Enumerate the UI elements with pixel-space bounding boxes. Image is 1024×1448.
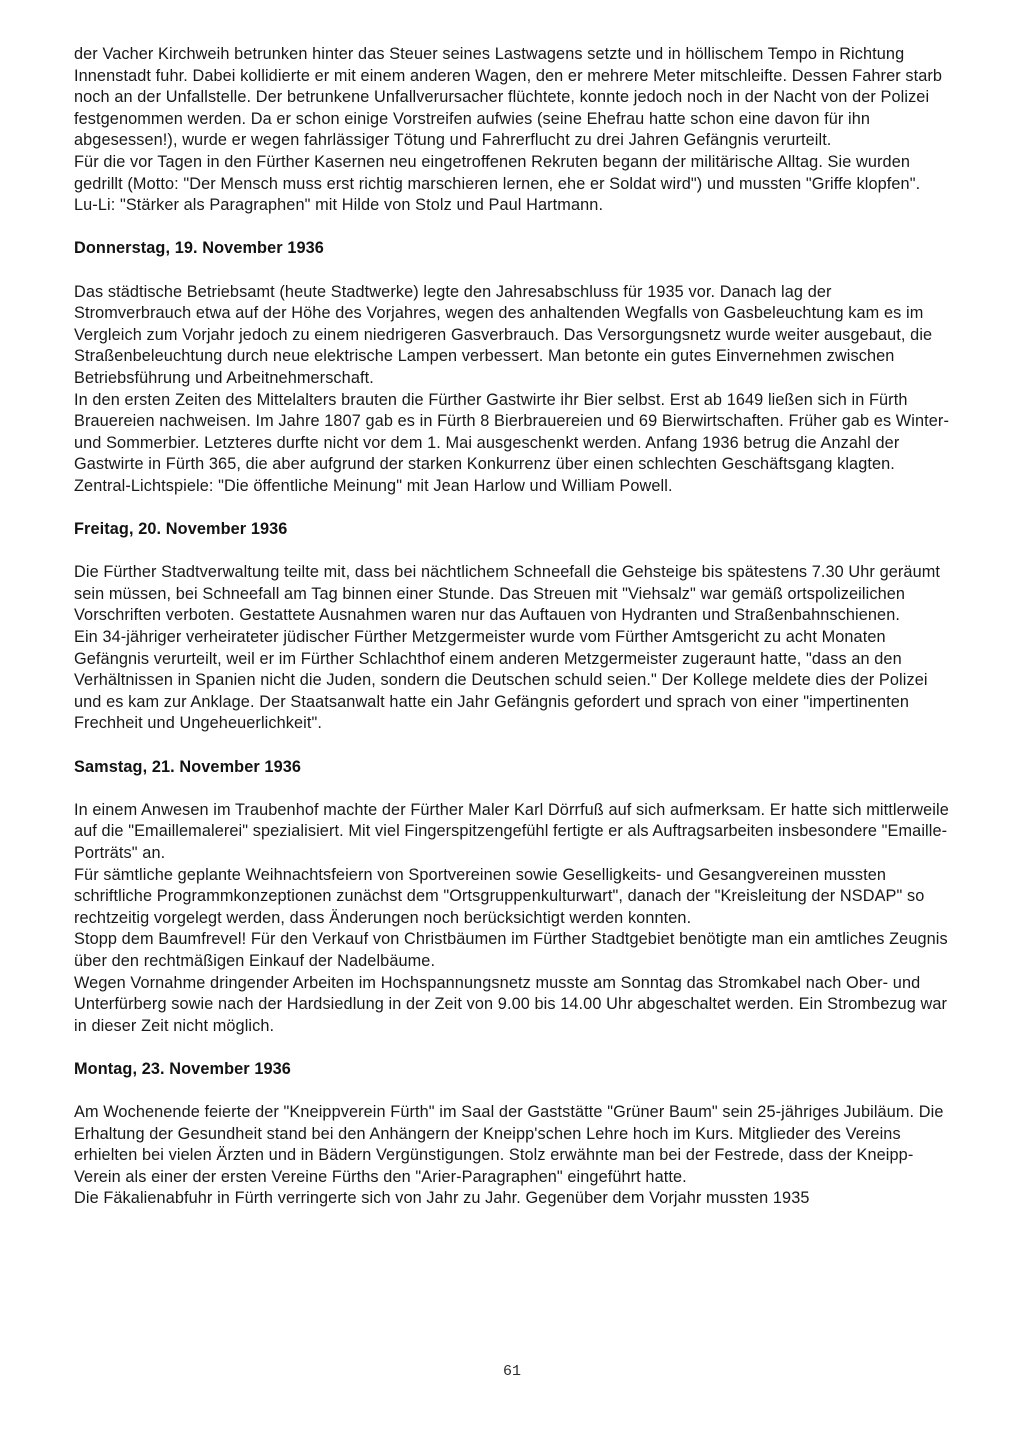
- intro-paragraph: Lu-Li: "Stärker als Paragraphen" mit Hilde von Stolz und Paul Hartmann.: [74, 196, 604, 215]
- paragraph: In den ersten Zeiten des Mittelalters brauten die Fürther Gastwirte ihr Bier selbst. Erst ab 1649 ließen sich in Fürth Brauereien nachweisen. Im Jahre 1807 gab es in Fürth 8 Bierbrauereien und 69 Bierwirtschaften. Früher gab es Winter- und Sommerbier. Letzteres durfte nicht vor dem 1. Mai ausgeschenkt werden. Anfang 1936 betrug die Anzahl der Gastwirte in Fürth 365, die aber aufgrund der starken Konkurrenz über einen schlechten Geschäftsgang klagten.: [74, 390, 949, 474]
- paragraph: Die Fürther Stadtverwaltung teilte mit, dass bei nächtlichem Schneefall die Gehsteige bis spätestens 7.30 Uhr geräumt sein müssen, bei Schneefall am Tag binnen einer Stunde. Das Streuen mit "Viehsalz" war gemäß ortspolizeilichen Vorschriften verboten. Gestattete Ausnahmen waren nur das Auftauen von Hydranten und Straßenbahnschienen.: [74, 563, 941, 625]
- day-heading: Freitag, 20. November 1936: [74, 520, 288, 539]
- day-section-montag-23-november-1936: [74, 1059, 951, 1210]
- day-heading: Montag, 23. November 1936: [74, 1059, 291, 1078]
- intro-paragraph: Für die vor Tagen in den Fürther Kasernen neu eingetroffenen Rekruten begann der militärische Alltag. Sie wurden gedrillt (Motto: "Der Mensch muss erst richtig marschieren lernen, ehe er Soldat wird") und mussten "Griffe klopfen".: [74, 152, 921, 193]
- day-section-samstag-21-november-1936: [74, 757, 951, 1038]
- paragraph: Ein 34-jähriger verheirateter jüdischer Fürther Metzgermeister wurde vom Fürther Amtsgericht zu acht Monaten Gefängnis verurteilt, weil er im Fürther Schlachthof einem anderen Metzgermeister zugeraunt hatte, "dass an den Verhältnissen in Spanien nicht die Juden, sondern die Deutschen schuld seien." Der Kollege meldete dies der Polizei und es kam zur Anklage. Der Staatsanwalt hatte ein Jahr Gefängnis gefordert und sprach von einer "impertinenten Frechheit und Ungeheuerlichkeit".: [74, 628, 928, 733]
- paragraph: Zentral-Lichtspiele: "Die öffentliche Meinung" mit Jean Harlow und William Powell.: [74, 476, 673, 495]
- day-heading: Samstag, 21. November 1936: [74, 757, 302, 776]
- intro-paragraph: der Vacher Kirchweih betrunken hinter das Steuer seines Lastwagens setzte und in höllischem Tempo in Richtung Innenstadt fuhr. Dabei kollidierte er mit einem anderen Wagen, den er mehrere Meter mitschleifte. Dessen Fahrer starb noch an der Unfallstelle. Der betrunkene Unfallverursacher flüchtete, konnte jedoch noch in der Nacht von der Polizei festgenommen werden. Da er schon einige Vorstreifen aufwies (seine Ehefrau hatte schon eine davon für ihn abgesessen!), wurde er wegen fahrlässiger Tötung und Fahrerflucht zu drei Jahren Gefängnis verurteilt.: [74, 45, 943, 150]
- paragraph: Die Fäkalienabfuhr in Fürth verringerte sich von Jahr zu Jahr. Gegenüber dem Vorjahr mussten 1935: [74, 1189, 810, 1208]
- paragraph: Am Wochenende feierte der "Kneippverein Fürth" im Saal der Gaststätte "Grüner Baum" sein 25-jähriges Jubiläum. Die Erhaltung der Gesundheit stand bei den Anhängern der Kneipp'schen Lehre hoch im Kurs. Mitglieder des Vereins erhielten bei vielen Ärzten und in Bädern Vergünstigungen. Stolz erwähnte man bei der Festrede, dass der Kneipp-Verein als einer der ersten Vereine Fürths den "Arier-Paragraphen" eingeführt hatte.: [74, 1103, 944, 1186]
- day-heading: Donnerstag, 19. November 1936: [74, 239, 324, 258]
- page-text-body: [74, 44, 951, 1210]
- paragraph: Wegen Vornahme dringender Arbeiten im Hochspannungsnetz musste am Sonntag das Stromkabel nach Ober- und Unterfürberg sowie nach der Hardsiedlung in der Zeit von 9.00 bis 14.00 Uhr abgeschaltet werden. Ein Strombezug war in dieser Zeit nicht möglich.: [74, 973, 948, 1035]
- paragraph: Das städtische Betriebsamt (heute Stadtwerke) legte den Jahresabschluss für 1935 vor. Danach lag der Stromverbrauch etwa auf der Höhe des Vorjahres, wegen des anhaltenden Wegfalls von Gasbeleuchtung kam es im Vergleich zum Vorjahr jedoch zu einem niedrigeren Gasverbrauch. Das Versorgungsnetz wurde weiter ausgebaut, die Straßenbeleuchtung durch neue elektrische Lampen verbessert. Man betonte ein gutes Einvernehmen zwischen Betriebsführung und Arbeitnehmerschaft.: [74, 282, 933, 387]
- page-number: 61: [502, 1363, 521, 1380]
- paragraph: In einem Anwesen im Traubenhof machte der Fürther Maler Karl Dörrfuß auf sich aufmerksam. Er hatte sich mittlerweile auf die "Emaillemalerei" spezialisiert. Mit viel Fingerspitzengefühl fertigte er als Auftragsarbeiten insbesondere "Emaille-Porträts" an.: [74, 800, 949, 862]
- paragraph: Für sämtliche geplante Weihnachtsfeiern von Sportvereinen sowie Geselligkeits- und Gesangvereinen mussten schriftliche Programmkonzeptionen zunächst dem "Ortsgruppenkulturwart", danach der "Kreisleitung der NSDAP" so rechtzeitig vorgelegt werden, dass Änderungen noch berücksichtigt werden konnten.: [74, 865, 925, 927]
- day-section-donnerstag-19-november-1936: [74, 238, 951, 497]
- day-section-freitag-20-november-1936: [74, 519, 951, 735]
- paragraph: Stopp dem Baumfrevel! Für den Verkauf von Christbäumen im Fürther Stadtgebiet benötigte man ein amtliches Zeugnis über den rechtmäßigen Einkauf der Nadelbäume.: [74, 930, 948, 970]
